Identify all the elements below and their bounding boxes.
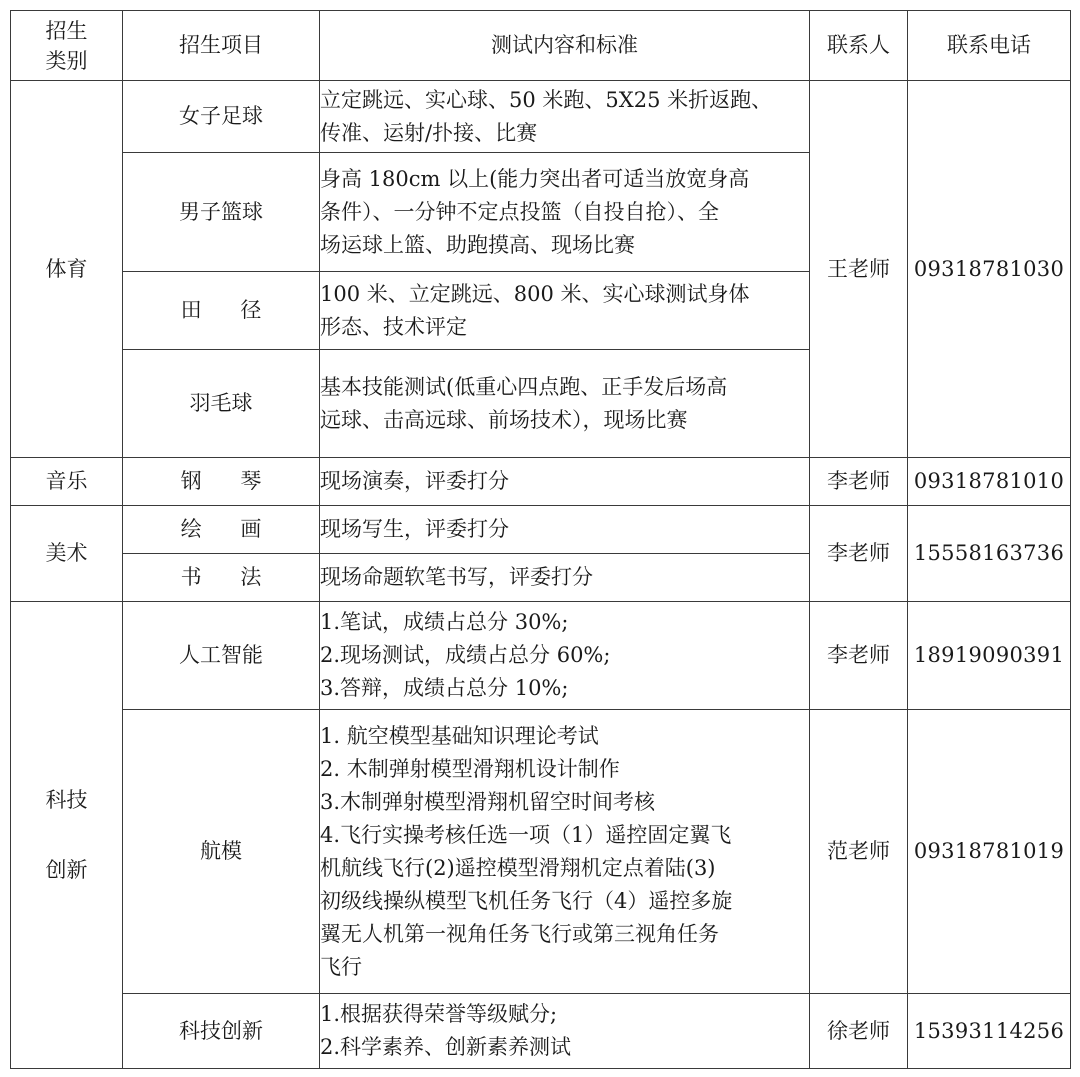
content-cell: 现场命题软笔书写，评委打分: [320, 554, 810, 602]
content-cell: 立定跳远、实心球、50 米跑、5X25 米折返跑、 传准、运射/扑接、比赛: [320, 81, 810, 153]
phone-cell: 18919090391: [908, 602, 1071, 710]
category-sports: 体育: [11, 81, 123, 458]
header-project: 招生项目: [123, 11, 320, 81]
category-art: 美术: [11, 506, 123, 602]
table-row: [11, 710, 1071, 994]
content-cell: 1. 航空模型基础知识理论考试 2. 木制弹射模型滑翔机设计制作 3.木制弹射模型滑翔机留空时间考核 4.飞行实操考核任选一项（1）遥控固定翼飞 机航线飞行(2)遥控模型滑翔机定点着陆(3) 初级线操纵模型飞机任务飞行（4）遥控多旋 翼无人机第一视角任务飞行或第三视角任务 飞行: [320, 710, 810, 994]
phone-cell: 09318781030: [908, 81, 1071, 458]
contact-cell: 王老师: [810, 81, 908, 458]
content-cell: 现场演奏，评委打分: [320, 458, 810, 506]
content-cell: 1.笔试，成绩占总分 30%; 2.现场测试，成绩占总分 60%; 3.答辩，成绩占总分 10%;: [320, 602, 810, 710]
phone-cell: 09318781019: [908, 710, 1071, 994]
contact-cell: 徐老师: [810, 994, 908, 1069]
phone-cell: 15558163736: [908, 506, 1071, 602]
table-row: [11, 506, 1071, 554]
header-contact: 联系人: [810, 11, 908, 81]
project-cell: 钢 琴: [123, 458, 320, 506]
header-content: 测试内容和标准: [320, 11, 810, 81]
project-cell: 女子足球: [123, 81, 320, 153]
content-cell: 1.根据获得荣誉等级赋分; 2.科学素养、创新素养测试: [320, 994, 810, 1069]
header-row: [11, 11, 1071, 81]
contact-cell: 李老师: [810, 506, 908, 602]
table-row: [11, 458, 1071, 506]
project-cell: 书 法: [123, 554, 320, 602]
project-cell: 男子篮球: [123, 153, 320, 272]
table-row: [11, 81, 1071, 153]
project-cell: 田 径: [123, 272, 320, 350]
phone-cell: 09318781010: [908, 458, 1071, 506]
table-row: [11, 602, 1071, 710]
contact-cell: 李老师: [810, 458, 908, 506]
content-cell: 基本技能测试(低重心四点跑、正手发后场高 远球、击高远球、前场技术），现场比赛: [320, 350, 810, 458]
contact-cell: 范老师: [810, 710, 908, 994]
header-phone: 联系电话: [908, 11, 1071, 81]
content-cell: 现场写生，评委打分: [320, 506, 810, 554]
project-cell: 人工智能: [123, 602, 320, 710]
project-cell: 羽毛球: [123, 350, 320, 458]
content-cell: 身高 180cm 以上(能力突出者可适当放宽身高 条件）、一分钟不定点投篮（自投自抢）、全 场运球上篮、助跑摸高、现场比赛: [320, 153, 810, 272]
table-row: [11, 994, 1071, 1069]
content-cell: 100 米、立定跳远、800 米、实心球测试身体 形态、技术评定: [320, 272, 810, 350]
project-cell: 航模: [123, 710, 320, 994]
admissions-table: [10, 10, 1071, 1069]
category-music: 音乐: [11, 458, 123, 506]
contact-cell: 李老师: [810, 602, 908, 710]
project-cell: 科技创新: [123, 994, 320, 1069]
category-tech: 科技 创新: [11, 602, 123, 1069]
header-category: 招生 类别: [11, 11, 123, 81]
project-cell: 绘 画: [123, 506, 320, 554]
phone-cell: 15393114256: [908, 994, 1071, 1069]
